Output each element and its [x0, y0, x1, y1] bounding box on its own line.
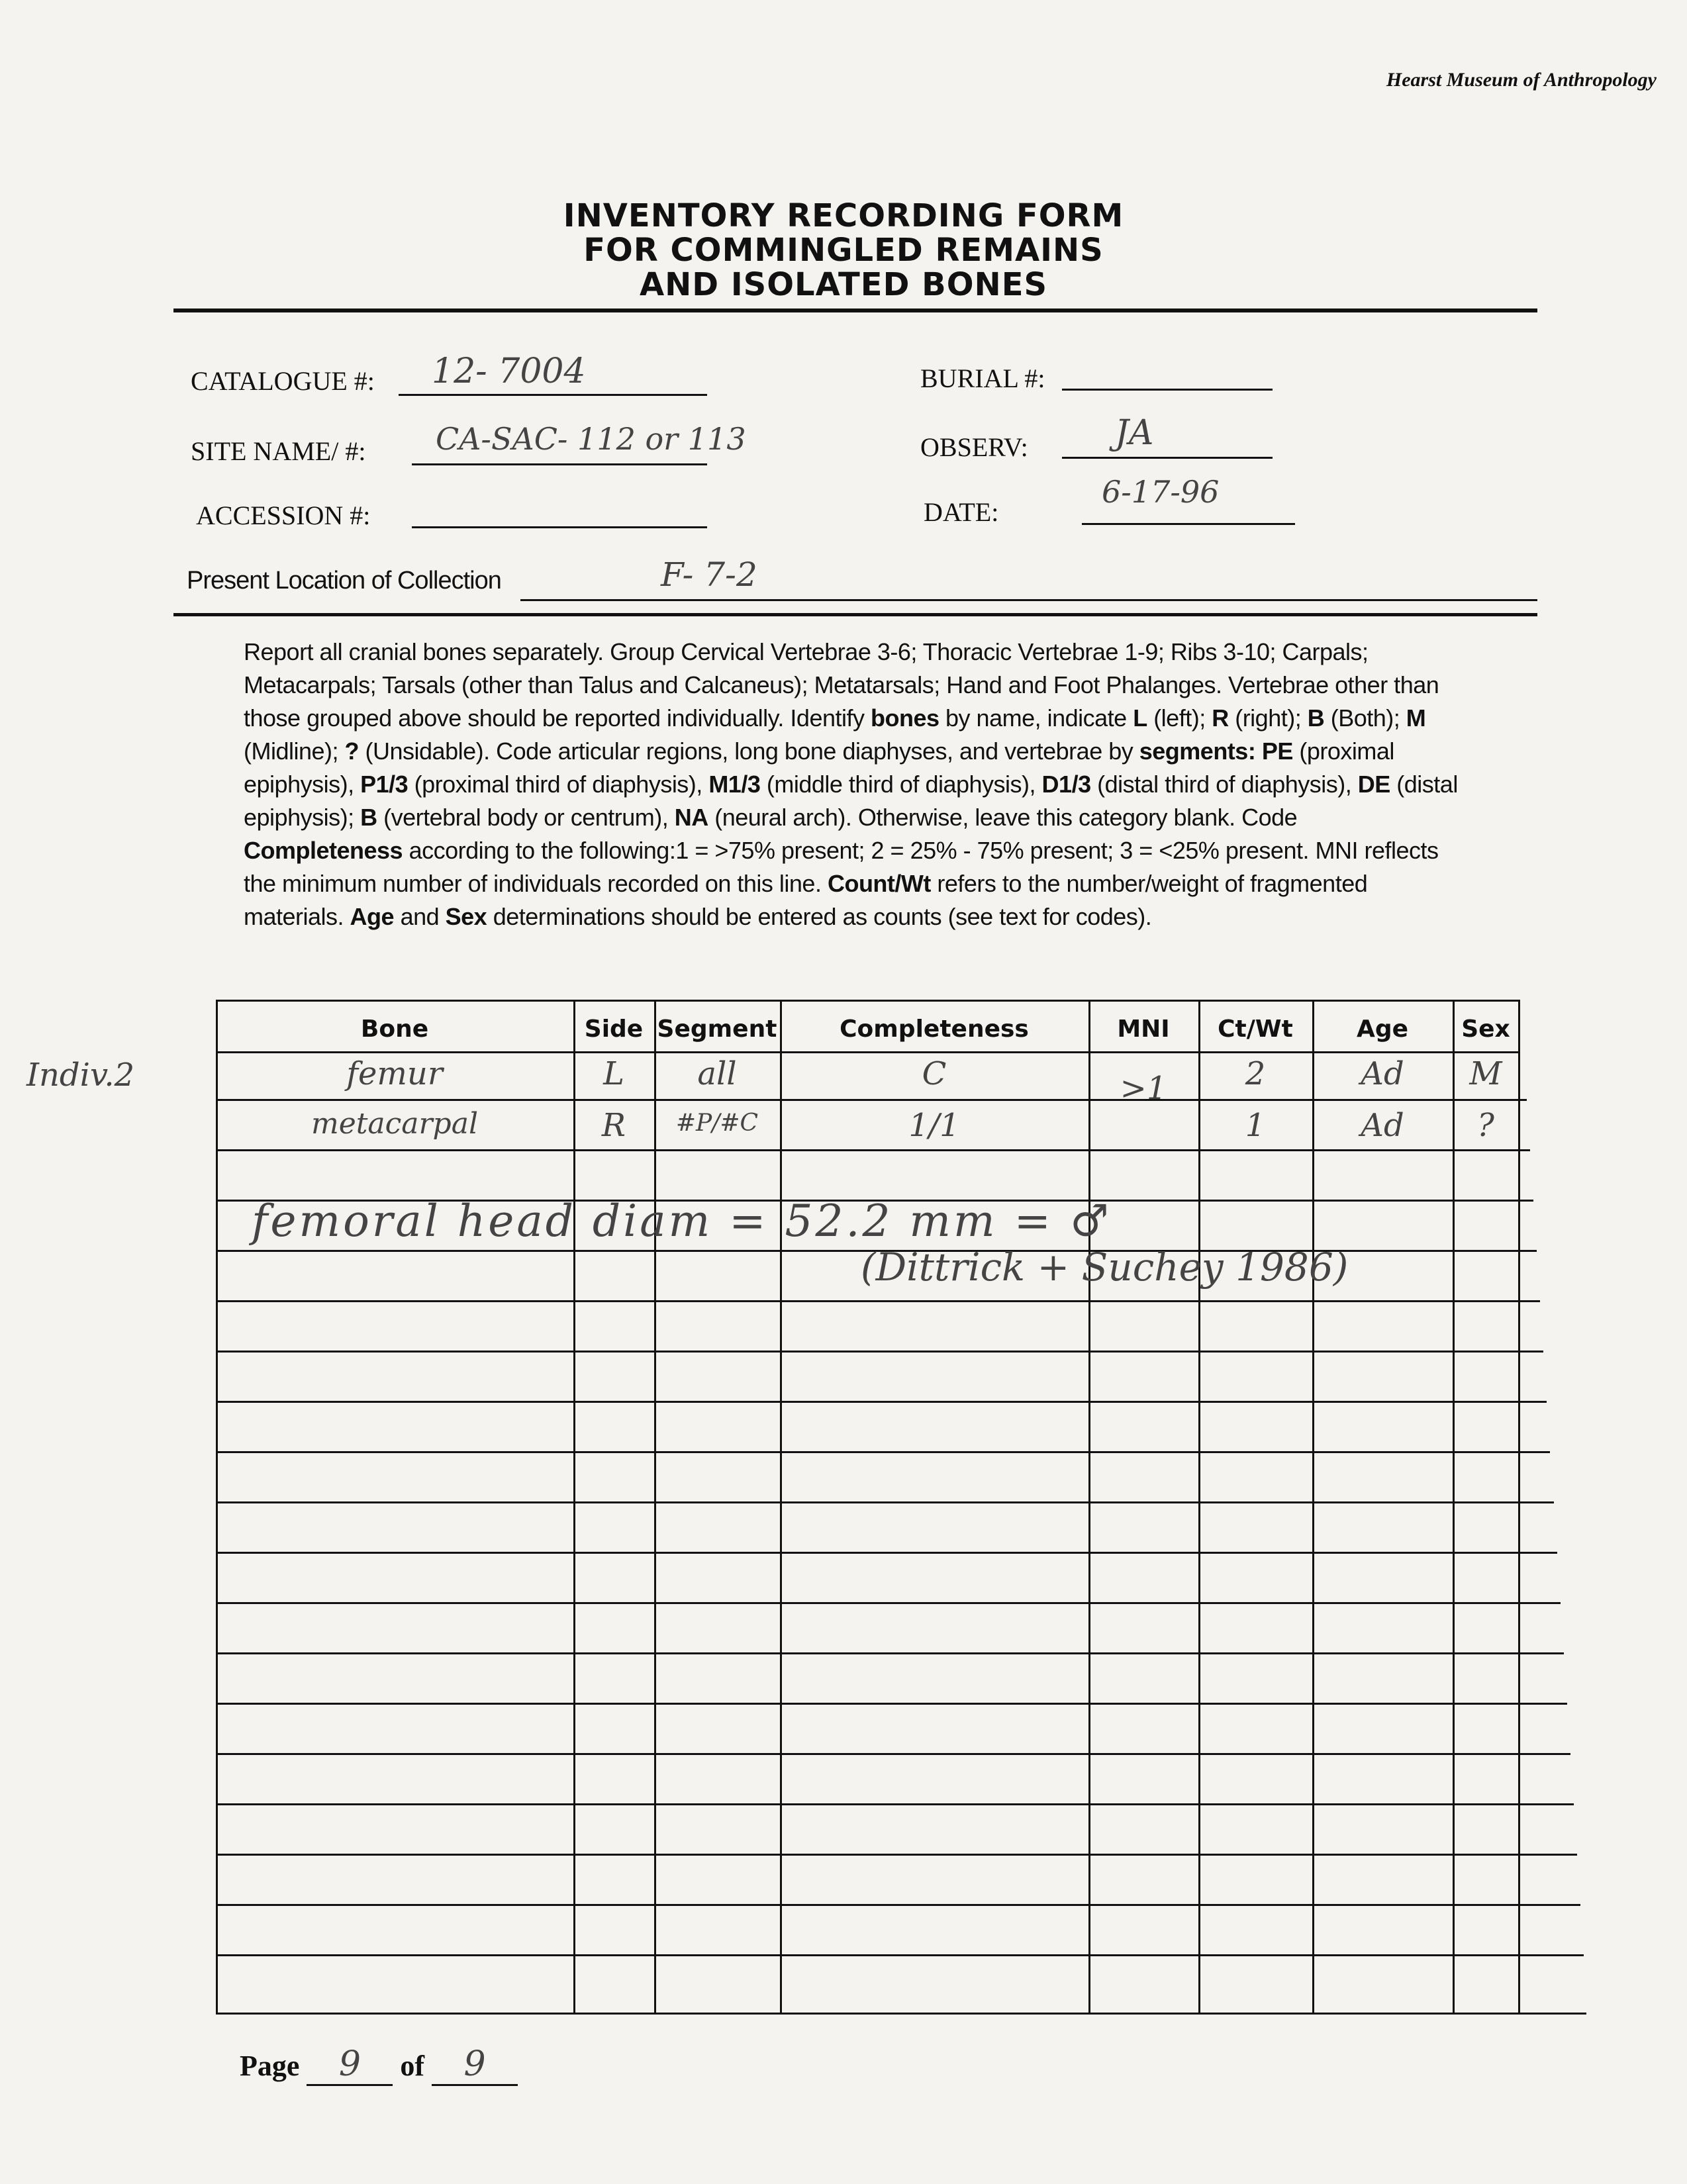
accession-label: ACCESSION #: [196, 500, 371, 530]
catalogue-value: 12- 7004 [432, 352, 586, 391]
header-bone: Bone [360, 1016, 429, 1043]
row1-mni: >1 [1120, 1070, 1167, 1107]
col-border-age [1312, 1000, 1314, 2015]
table-row-line [216, 1351, 1543, 1353]
location-field[interactable] [520, 555, 1537, 601]
museum-name: Hearst Museum of Anthropology [1386, 69, 1657, 91]
col-border-mni [1088, 1000, 1090, 2015]
table-row-line [216, 1854, 1577, 1856]
row2-age: Ad [1361, 1107, 1404, 1144]
table-row-line [216, 1451, 1550, 1453]
table-row-line [216, 1803, 1574, 1805]
date-label: DATE: [924, 497, 999, 527]
row1-bone: femur [346, 1055, 443, 1092]
of-field[interactable] [432, 2044, 518, 2086]
observ-label: OBSERV: [920, 432, 1028, 462]
site-value: CA-SAC- 112 or 113 [436, 421, 746, 457]
table-row-line [216, 1703, 1567, 1705]
instructions-text: Report all cranial bones separately. Group Cervical Vertebrae 3-6; Thoracic Vertebrae 1-9; Ribs 3-10; Carpals; Metacarpals; Tarsals (other than Talus and Calcaneus); Metatarsals; Hand and Foot Phalanges. Vertebrae other than those grouped above should be reported individually. Identify bones by name, indicate L (left); R (right); B (Both); M (Midline); ? (Unsidable). Code articular regions, long bone diaphyses, and vertebrae by segments: PE (proximal epiphysis), P1/3 (proximal third of diaphysis), M1/3 (middle third of diaphysis), D1/3 (distal third of diaphysis), DE (distal epiphysis); B (vertebral body or centrum), NA (neural arch). Otherwise, leave this category blank. Code Completeness according to the following:1 = >75% present; 2 = 25% - 75% present; 3 = <25% present. MNI reflects the minimum number of individuals recorded on this line. Count/Wt refers to the number/weight of fragmented materials. Age and Sex determinations should be entered as counts (see text for codes). [244, 638, 1458, 930]
location-rule [173, 613, 1537, 616]
site-field[interactable] [412, 421, 746, 465]
page-number [240, 2044, 518, 2086]
title-line-3: AND ISOLATED BONES [639, 266, 1048, 303]
table-row-line [216, 1904, 1580, 1906]
site-label: SITE NAME/ #: [191, 436, 366, 466]
note-line-2: (Dittrick + Suchey 1986) [861, 1245, 1349, 1290]
row1-age: Ad [1361, 1055, 1404, 1092]
col-border-right [1518, 1000, 1520, 2015]
accession-field[interactable] [412, 493, 707, 528]
title-rule [173, 309, 1537, 312]
col-border-segment [654, 1000, 656, 2015]
col-border-ctwt [1198, 1000, 1200, 2015]
title-line-2: FOR COMMINGLED REMAINS [583, 232, 1104, 269]
table-row-line [216, 1401, 1547, 1403]
observ-field[interactable] [1062, 413, 1273, 459]
table-row-line [216, 1602, 1561, 1604]
row2-segment: #P/#C [675, 1110, 759, 1137]
table-row-line [216, 1753, 1570, 1755]
row2-sex: ? [1477, 1107, 1494, 1144]
row2-ctwt: 1 [1245, 1107, 1266, 1144]
col-border-left [216, 1000, 218, 2015]
row1-completeness: C [922, 1055, 947, 1092]
row2-side: R [601, 1107, 626, 1144]
header-bottom-border [216, 1051, 1520, 1053]
row1-ctwt: 2 [1245, 1055, 1266, 1092]
table-row-line [216, 1552, 1557, 1554]
note-line-1: femoral head diam = 52.2 mm = ♂ [252, 1196, 1112, 1247]
observ-value: JA [1115, 413, 1154, 453]
form-title [0, 199, 1687, 302]
location-value: F- 7-2 [661, 555, 757, 594]
header-age: Age [1356, 1016, 1409, 1043]
burial-label: BURIAL #: [920, 363, 1045, 393]
table-row-line [216, 1149, 1530, 1151]
row1-sex: M [1469, 1055, 1502, 1092]
table-bottom-border [216, 2013, 1586, 2015]
catalogue-field[interactable] [399, 352, 707, 396]
header-side: Side [584, 1016, 644, 1043]
date-field[interactable] [1082, 474, 1295, 525]
col-border-side [573, 1000, 575, 2015]
table-row-line [216, 1099, 1527, 1101]
header-completeness: Completeness [840, 1016, 1029, 1043]
catalogue-label: CATALOGUE #: [191, 366, 375, 396]
of-value: 9 [463, 2044, 486, 2084]
header-sex: Sex [1461, 1016, 1510, 1043]
table-top-border [216, 1000, 1520, 1002]
page-value: 9 [338, 2044, 361, 2084]
row1-segment: all [697, 1055, 737, 1092]
burial-field[interactable] [1062, 356, 1273, 391]
row2-completeness: 1/1 [908, 1107, 960, 1144]
table-row-line [216, 1300, 1540, 1302]
row1-side: L [603, 1055, 624, 1092]
col-border-completeness [780, 1000, 782, 2015]
table-row-line [216, 1501, 1554, 1503]
row-label: Indiv.2 [26, 1057, 135, 1094]
table-row-line [216, 1652, 1564, 1654]
page-field[interactable] [307, 2044, 393, 2086]
header-segment: Segment [657, 1016, 777, 1043]
row2-bone: metacarpal [311, 1107, 479, 1141]
of-label: of [400, 2050, 425, 2082]
col-border-sex [1453, 1000, 1455, 2015]
location-label: Present Location of Collection [187, 567, 501, 594]
header-ctwt: Ct/Wt [1218, 1016, 1293, 1043]
page-label: Page [240, 2050, 300, 2082]
header-mni: MNI [1117, 1016, 1170, 1043]
title-line-1: INVENTORY RECORDING FORM [563, 197, 1124, 234]
table-row-line [216, 1954, 1584, 1956]
date-value: 6-17-96 [1102, 474, 1220, 510]
